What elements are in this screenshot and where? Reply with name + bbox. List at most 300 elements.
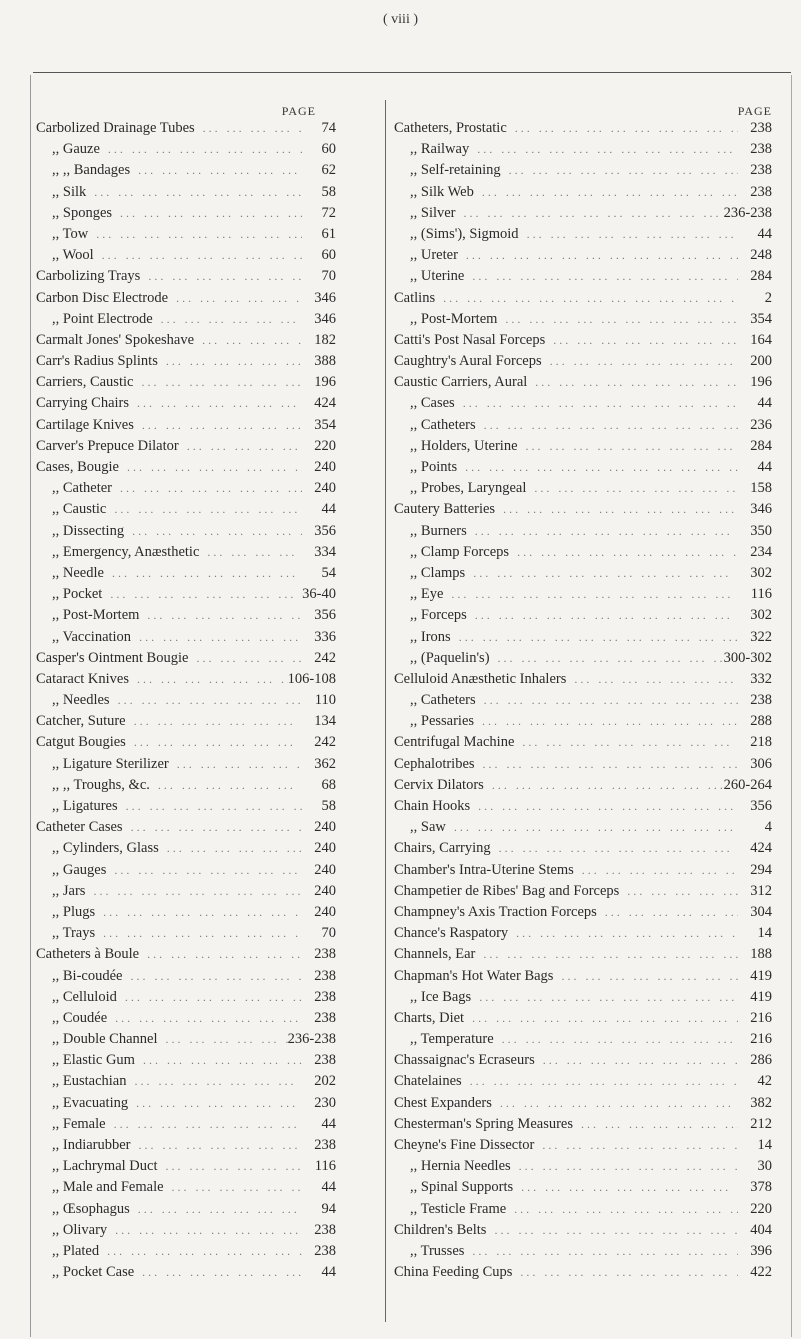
- entry-page: 322: [750, 628, 772, 645]
- leader-dots: [131, 1138, 302, 1153]
- leader-dots: [112, 481, 302, 496]
- entry-page: 61: [321, 225, 336, 242]
- leader-dots: [107, 1011, 302, 1026]
- right-entries: [394, 120, 772, 1285]
- index-entry: [36, 162, 376, 183]
- index-entry: [36, 1243, 376, 1264]
- entry-page: 354: [750, 310, 772, 327]
- index-entry: [394, 523, 772, 544]
- entry-page: 238: [314, 1137, 336, 1153]
- leader-dots: [158, 354, 302, 369]
- entry-term: ,, Self-retaining: [410, 162, 501, 179]
- leader-dots: [134, 1265, 302, 1280]
- index-entry: [394, 205, 772, 226]
- entry-page: 336: [314, 628, 336, 645]
- leader-dots: [471, 990, 738, 1005]
- leader-dots: [597, 905, 738, 920]
- entry-term: ,, (Sims'), Sigmoid: [410, 225, 519, 242]
- index-entry: [36, 565, 376, 586]
- left-entries: [36, 120, 376, 1285]
- index-entry: [36, 819, 376, 840]
- entry-page: 356: [314, 522, 336, 539]
- index-entry: [36, 650, 376, 671]
- index-entry: [36, 311, 376, 332]
- entry-page: 2: [764, 289, 772, 306]
- entry-term: ,, Probes, Laryngeal: [410, 480, 527, 497]
- entry-term: ,, Female: [52, 1115, 106, 1132]
- leader-dots: [486, 1223, 738, 1238]
- entry-term: ,, Catheters: [410, 692, 476, 709]
- leader-dots: [464, 1011, 738, 1026]
- entry-term: ,, Cases: [410, 395, 455, 412]
- index-entry: [36, 946, 376, 967]
- entry-term: ,, Pocket Case: [52, 1264, 135, 1281]
- index-entry: [36, 480, 376, 501]
- entry-page: 196: [750, 374, 772, 391]
- leader-dots: [106, 863, 302, 878]
- entry-page: 300-302: [723, 649, 772, 666]
- entry-term: ,, Eye: [410, 586, 444, 603]
- entry-page: 60: [321, 141, 336, 158]
- leader-dots: [476, 418, 738, 433]
- index-entry: [394, 1201, 772, 1222]
- entry-page: 419: [750, 967, 772, 984]
- entry-term: ,, Wool: [52, 247, 94, 264]
- entry-term: Charts, Diet: [394, 1009, 465, 1026]
- entry-page: 240: [314, 903, 336, 920]
- entry-term: ,, Saw: [410, 819, 446, 836]
- entry-page: 68: [321, 776, 336, 793]
- entry-term: ,, Celluloid: [52, 988, 117, 1005]
- leader-dots: [619, 884, 738, 899]
- entry-term: ,, Burners: [410, 522, 467, 539]
- entry-page: 304: [750, 903, 772, 920]
- leader-dots: [126, 735, 302, 750]
- leader-dots: [467, 608, 738, 623]
- entry-page: 286: [750, 1052, 772, 1069]
- entry-page: 346: [314, 310, 336, 327]
- index-entry: [394, 650, 772, 671]
- entry-page: 42: [757, 1073, 772, 1090]
- index-entry: [394, 925, 772, 946]
- entry-page: 240: [314, 459, 336, 475]
- entry-term: ,, Sponges: [52, 204, 113, 221]
- leader-dots: [457, 460, 738, 475]
- index-entry: [394, 459, 772, 480]
- entry-term: ,, Vaccination: [52, 628, 132, 645]
- leader-dots: [514, 735, 738, 750]
- leader-dots: [474, 185, 738, 200]
- index-entry: [394, 756, 772, 777]
- leader-dots: [110, 693, 302, 708]
- entry-term: ,, Ureter: [410, 247, 458, 264]
- entry-term: Carver's Prepuce Dilator: [36, 437, 179, 454]
- entry-page: 212: [750, 1115, 772, 1132]
- entry-page: 238: [750, 692, 772, 709]
- entry-page: 240: [314, 480, 336, 497]
- entry-page: 236: [750, 416, 772, 433]
- index-entry: [36, 586, 376, 607]
- leader-dots: [469, 142, 738, 157]
- index-entry: [36, 290, 376, 311]
- entry-term: ,, Plated: [52, 1242, 100, 1259]
- entry-term: ,, Double Channel: [52, 1031, 158, 1048]
- leader-dots: [130, 1202, 302, 1217]
- leader-dots: [86, 185, 302, 200]
- entry-page: 424: [314, 395, 336, 412]
- index-entry: [36, 1222, 376, 1243]
- entry-page: 44: [321, 1264, 336, 1281]
- index-entry: [36, 120, 376, 141]
- leader-dots: [534, 1138, 738, 1153]
- index-entry: [36, 247, 376, 268]
- index-entry: [394, 883, 772, 904]
- entry-term: ,, Ligature Sterilizer: [52, 755, 169, 772]
- index-entry: [394, 374, 772, 395]
- entry-page: 58: [321, 798, 336, 814]
- leader-dots: [519, 227, 738, 242]
- index-entry: [36, 438, 376, 459]
- entry-term: ,, Lachrymal Duct: [52, 1158, 158, 1175]
- entry-term: ,, Gauze: [52, 141, 100, 158]
- entry-page: 356: [314, 607, 336, 624]
- index-entry: [394, 353, 772, 374]
- entry-term: ,, Irons: [410, 628, 451, 645]
- leader-dots: [511, 1159, 738, 1174]
- entry-term: Chatelaines: [394, 1073, 462, 1090]
- index-entry: [36, 925, 376, 946]
- index-entry: [394, 1222, 772, 1243]
- entry-term: Catcher, Suture: [36, 713, 126, 730]
- entry-term: Carriers, Caustic: [36, 374, 134, 391]
- index-entry: [36, 459, 376, 480]
- entry-page: 354: [314, 416, 336, 433]
- leader-dots: [153, 312, 302, 327]
- entry-term: ,, Hernia Needles: [410, 1158, 511, 1175]
- entry-term: ,, Points: [410, 459, 458, 475]
- index-entry: [394, 544, 772, 565]
- entry-term: Carmalt Jones' Spokeshave: [36, 331, 195, 348]
- entry-term: ,, Œsophagus: [52, 1200, 130, 1217]
- leader-dots: [95, 926, 302, 941]
- entry-page: 248: [750, 247, 772, 264]
- entry-page: 164: [750, 331, 772, 348]
- entry-term: ,, Gauges: [52, 861, 107, 878]
- leader-dots: [495, 502, 738, 517]
- leader-dots: [188, 651, 302, 666]
- index-entry: [394, 1264, 772, 1285]
- leader-dots: [85, 884, 302, 899]
- leader-dots: [195, 121, 302, 136]
- entry-term: ,, Needles: [52, 692, 110, 709]
- entry-term: ,, Caustic: [52, 501, 107, 518]
- leader-dots: [106, 1117, 302, 1132]
- entry-page: 240: [314, 882, 336, 899]
- index-entry: [394, 692, 772, 713]
- entry-term: ,, Post-Mortem: [52, 607, 140, 624]
- index-entry: [36, 544, 376, 565]
- entry-page: 236-238: [723, 204, 772, 221]
- entry-term: Carbon Disc Electrode: [36, 289, 169, 306]
- entry-page: 238: [750, 183, 772, 200]
- entry-page: 346: [750, 501, 772, 518]
- entry-page: 70: [321, 268, 336, 285]
- leader-dots: [526, 481, 738, 496]
- entry-term: Channels, Ear: [394, 946, 476, 963]
- leader-dots: [535, 1053, 738, 1068]
- entry-term: Caughtry's Aural Forceps: [394, 353, 542, 370]
- entry-term: ,, Needle: [52, 564, 104, 581]
- entry-page: 388: [314, 353, 336, 370]
- index-entry: [394, 819, 772, 840]
- entry-term: Chassaignac's Ecraseurs: [394, 1052, 535, 1069]
- entry-term: ,, Ligatures: [52, 798, 118, 814]
- leader-dots: [112, 206, 302, 221]
- index-entry: [36, 184, 376, 205]
- index-entry: [394, 417, 772, 438]
- entry-page: 284: [750, 437, 772, 454]
- entry-term: Carbolized Drainage Tubes: [36, 120, 195, 136]
- entry-page: 240: [314, 861, 336, 878]
- leader-dots: [127, 1074, 303, 1089]
- index-entry: [394, 501, 772, 522]
- entry-page: 202: [314, 1073, 336, 1090]
- entry-page: 14: [757, 925, 772, 942]
- index-column-right: [394, 104, 772, 1285]
- index-column-left: [36, 104, 376, 1285]
- leader-dots: [527, 375, 738, 390]
- entry-page: 158: [750, 480, 772, 497]
- index-entry: [36, 523, 376, 544]
- leader-dots: [100, 142, 302, 157]
- entry-page: 284: [750, 268, 772, 285]
- leader-dots: [131, 630, 302, 645]
- entry-term: Catheters à Boule: [36, 946, 140, 963]
- entry-page: 378: [750, 1179, 772, 1196]
- leader-dots: [507, 121, 738, 136]
- entry-page: 238: [750, 162, 772, 179]
- entry-term: Catlins: [394, 289, 436, 306]
- index-entry: [394, 1243, 772, 1264]
- leader-dots: [194, 333, 302, 348]
- entry-term: Chain Hooks: [394, 798, 471, 814]
- entry-term: Chamber's Intra-Uterine Stems: [394, 861, 574, 878]
- entry-page: 306: [750, 755, 772, 772]
- entry-page: 350: [750, 522, 772, 539]
- leader-dots: [159, 841, 302, 856]
- entry-page: 44: [321, 501, 336, 518]
- entry-page: 234: [750, 543, 772, 560]
- entry-term: Champetier de Ribes' Bag and Forceps: [394, 882, 620, 899]
- index-entry: [394, 438, 772, 459]
- entry-page: 230: [314, 1094, 336, 1111]
- leader-dots: [492, 1096, 738, 1111]
- index-entry: [394, 629, 772, 650]
- leader-dots: [518, 439, 738, 454]
- entry-page: 238: [314, 1009, 336, 1026]
- leader-dots: [169, 757, 302, 772]
- entry-term: Cephalotribes: [394, 755, 475, 772]
- index-entry: [36, 1073, 376, 1094]
- index-entry: [36, 226, 376, 247]
- index-entry: [394, 840, 772, 861]
- entry-term: Cataract Knives: [36, 670, 130, 687]
- index-entry: [394, 480, 772, 501]
- entry-page: 216: [750, 1009, 772, 1026]
- entry-page: 424: [750, 840, 772, 857]
- index-entry: [394, 141, 772, 162]
- leader-dots: [104, 566, 302, 581]
- entry-term: ,, Eustachian: [52, 1073, 127, 1090]
- leader-dots: [139, 947, 302, 962]
- leader-dots: [123, 820, 302, 835]
- leader-dots: [443, 587, 738, 602]
- entry-term: ,, Emergency, Anæsthetic: [52, 543, 200, 560]
- entry-page: 44: [321, 1179, 336, 1196]
- entry-page: 238: [750, 141, 772, 158]
- entry-term: Cases, Bougie: [36, 459, 119, 475]
- index-entry: [394, 968, 772, 989]
- index-entry: [394, 311, 772, 332]
- entry-page: 312: [750, 882, 772, 899]
- index-entry: [394, 1052, 772, 1073]
- column-header: PAGE: [281, 104, 316, 118]
- leader-dots: [574, 863, 738, 878]
- entry-page: 240: [314, 840, 336, 857]
- index-entry: [394, 332, 772, 353]
- entry-page: 238: [314, 1052, 336, 1069]
- index-entry: [36, 777, 376, 798]
- entry-term: ,, Point Electrode: [52, 310, 153, 327]
- entry-term: Chairs, Carrying: [394, 840, 491, 857]
- leader-dots: [435, 291, 738, 306]
- index-entry: [36, 862, 376, 883]
- entry-page: 422: [750, 1264, 772, 1281]
- index-entry: [36, 756, 376, 777]
- leader-dots: [490, 651, 724, 666]
- leader-dots: [464, 269, 738, 284]
- entry-term: ,, ,, Bandages: [52, 162, 131, 179]
- entry-page: 44: [321, 1115, 336, 1132]
- entry-page: 134: [314, 713, 336, 730]
- leader-dots: [446, 820, 738, 835]
- entry-term: ,, Pocket: [52, 586, 103, 603]
- entry-term: ,, Evacuating: [52, 1094, 129, 1111]
- entry-term: ,, Silk Web: [410, 183, 474, 200]
- entry-page: 382: [750, 1094, 772, 1111]
- entry-page: 188: [750, 946, 772, 963]
- entry-term: Caustic Carriers, Aural: [394, 374, 528, 391]
- entry-term: ,, Temperature: [410, 1031, 494, 1048]
- index-entry: [394, 798, 772, 819]
- entry-page: 44: [757, 395, 772, 412]
- entry-page: 220: [750, 1200, 772, 1217]
- index-entry: [36, 734, 376, 755]
- top-rule: [33, 72, 791, 73]
- entry-page: 356: [750, 798, 772, 814]
- entry-term: ,, Clamps: [410, 564, 466, 581]
- index-entry: [394, 1095, 772, 1116]
- leader-dots: [133, 375, 302, 390]
- entry-page: 242: [314, 734, 336, 751]
- entry-term: ,, Olivary: [52, 1221, 108, 1238]
- entry-term: ,, Pessaries: [410, 713, 475, 730]
- leader-dots: [451, 630, 738, 645]
- index-entry: [36, 904, 376, 925]
- entry-term: ,, Plugs: [52, 903, 96, 920]
- index-entry: [394, 1179, 772, 1200]
- column-header: PAGE: [737, 104, 772, 118]
- entry-page: 106-108: [287, 670, 336, 687]
- index-entry: [36, 332, 376, 353]
- entry-term: Carrying Chairs: [36, 395, 130, 412]
- right-frame-line: [791, 75, 792, 1337]
- index-entry: [36, 607, 376, 628]
- entry-term: ,, Silk: [52, 183, 87, 200]
- leader-dots: [199, 545, 302, 560]
- leader-dots: [465, 566, 738, 581]
- leader-dots: [158, 1159, 303, 1174]
- index-entry: [36, 671, 376, 692]
- entry-page: 14: [757, 1137, 772, 1153]
- entry-page: 346: [314, 289, 336, 306]
- left-frame-line: [30, 75, 31, 1337]
- index-entry: [36, 1116, 376, 1137]
- leader-dots: [494, 1032, 738, 1047]
- leader-dots: [509, 545, 738, 560]
- leader-dots: [168, 291, 302, 306]
- leader-dots: [470, 799, 738, 814]
- entry-page: 70: [321, 925, 336, 942]
- index-entry: [36, 968, 376, 989]
- entry-term: ,, Trays: [52, 925, 96, 942]
- entry-term: Children's Belts: [394, 1221, 487, 1238]
- index-entry: [36, 1095, 376, 1116]
- leader-dots: [88, 227, 302, 242]
- leader-dots: [455, 396, 738, 411]
- entry-term: Centrifugal Machine: [394, 734, 515, 751]
- entry-page: 110: [314, 692, 336, 709]
- entry-page: 62: [321, 162, 336, 179]
- index-entry: [36, 1137, 376, 1158]
- leader-dots: [513, 1180, 738, 1195]
- entry-term: ,, Trusses: [410, 1242, 465, 1259]
- index-entry: [36, 205, 376, 226]
- entry-page: 72: [321, 204, 336, 221]
- entry-term: Champney's Axis Traction Forceps: [394, 903, 597, 920]
- entry-page: 238: [750, 120, 772, 136]
- entry-term: ,, (Paquelin's): [410, 649, 490, 666]
- leader-dots: [508, 926, 738, 941]
- leader-dots: [458, 248, 738, 263]
- entry-page: 220: [314, 437, 336, 454]
- entry-page: 294: [750, 861, 772, 878]
- entry-page: 58: [321, 183, 336, 200]
- entry-term: ,, Spinal Supports: [410, 1179, 514, 1196]
- entry-term: ,, Male and Female: [52, 1179, 164, 1196]
- entry-page: 334: [314, 543, 336, 560]
- leader-dots: [456, 206, 724, 221]
- leader-dots: [126, 714, 302, 729]
- leader-dots: [134, 418, 302, 433]
- entry-term: ,, Railway: [410, 141, 470, 158]
- leader-dots: [124, 524, 302, 539]
- leader-dots: [476, 693, 738, 708]
- entry-term: Catti's Post Nasal Forceps: [394, 331, 546, 348]
- entry-page: 94: [321, 1200, 336, 1217]
- leader-dots: [462, 1074, 738, 1089]
- entry-page: 74: [321, 120, 336, 136]
